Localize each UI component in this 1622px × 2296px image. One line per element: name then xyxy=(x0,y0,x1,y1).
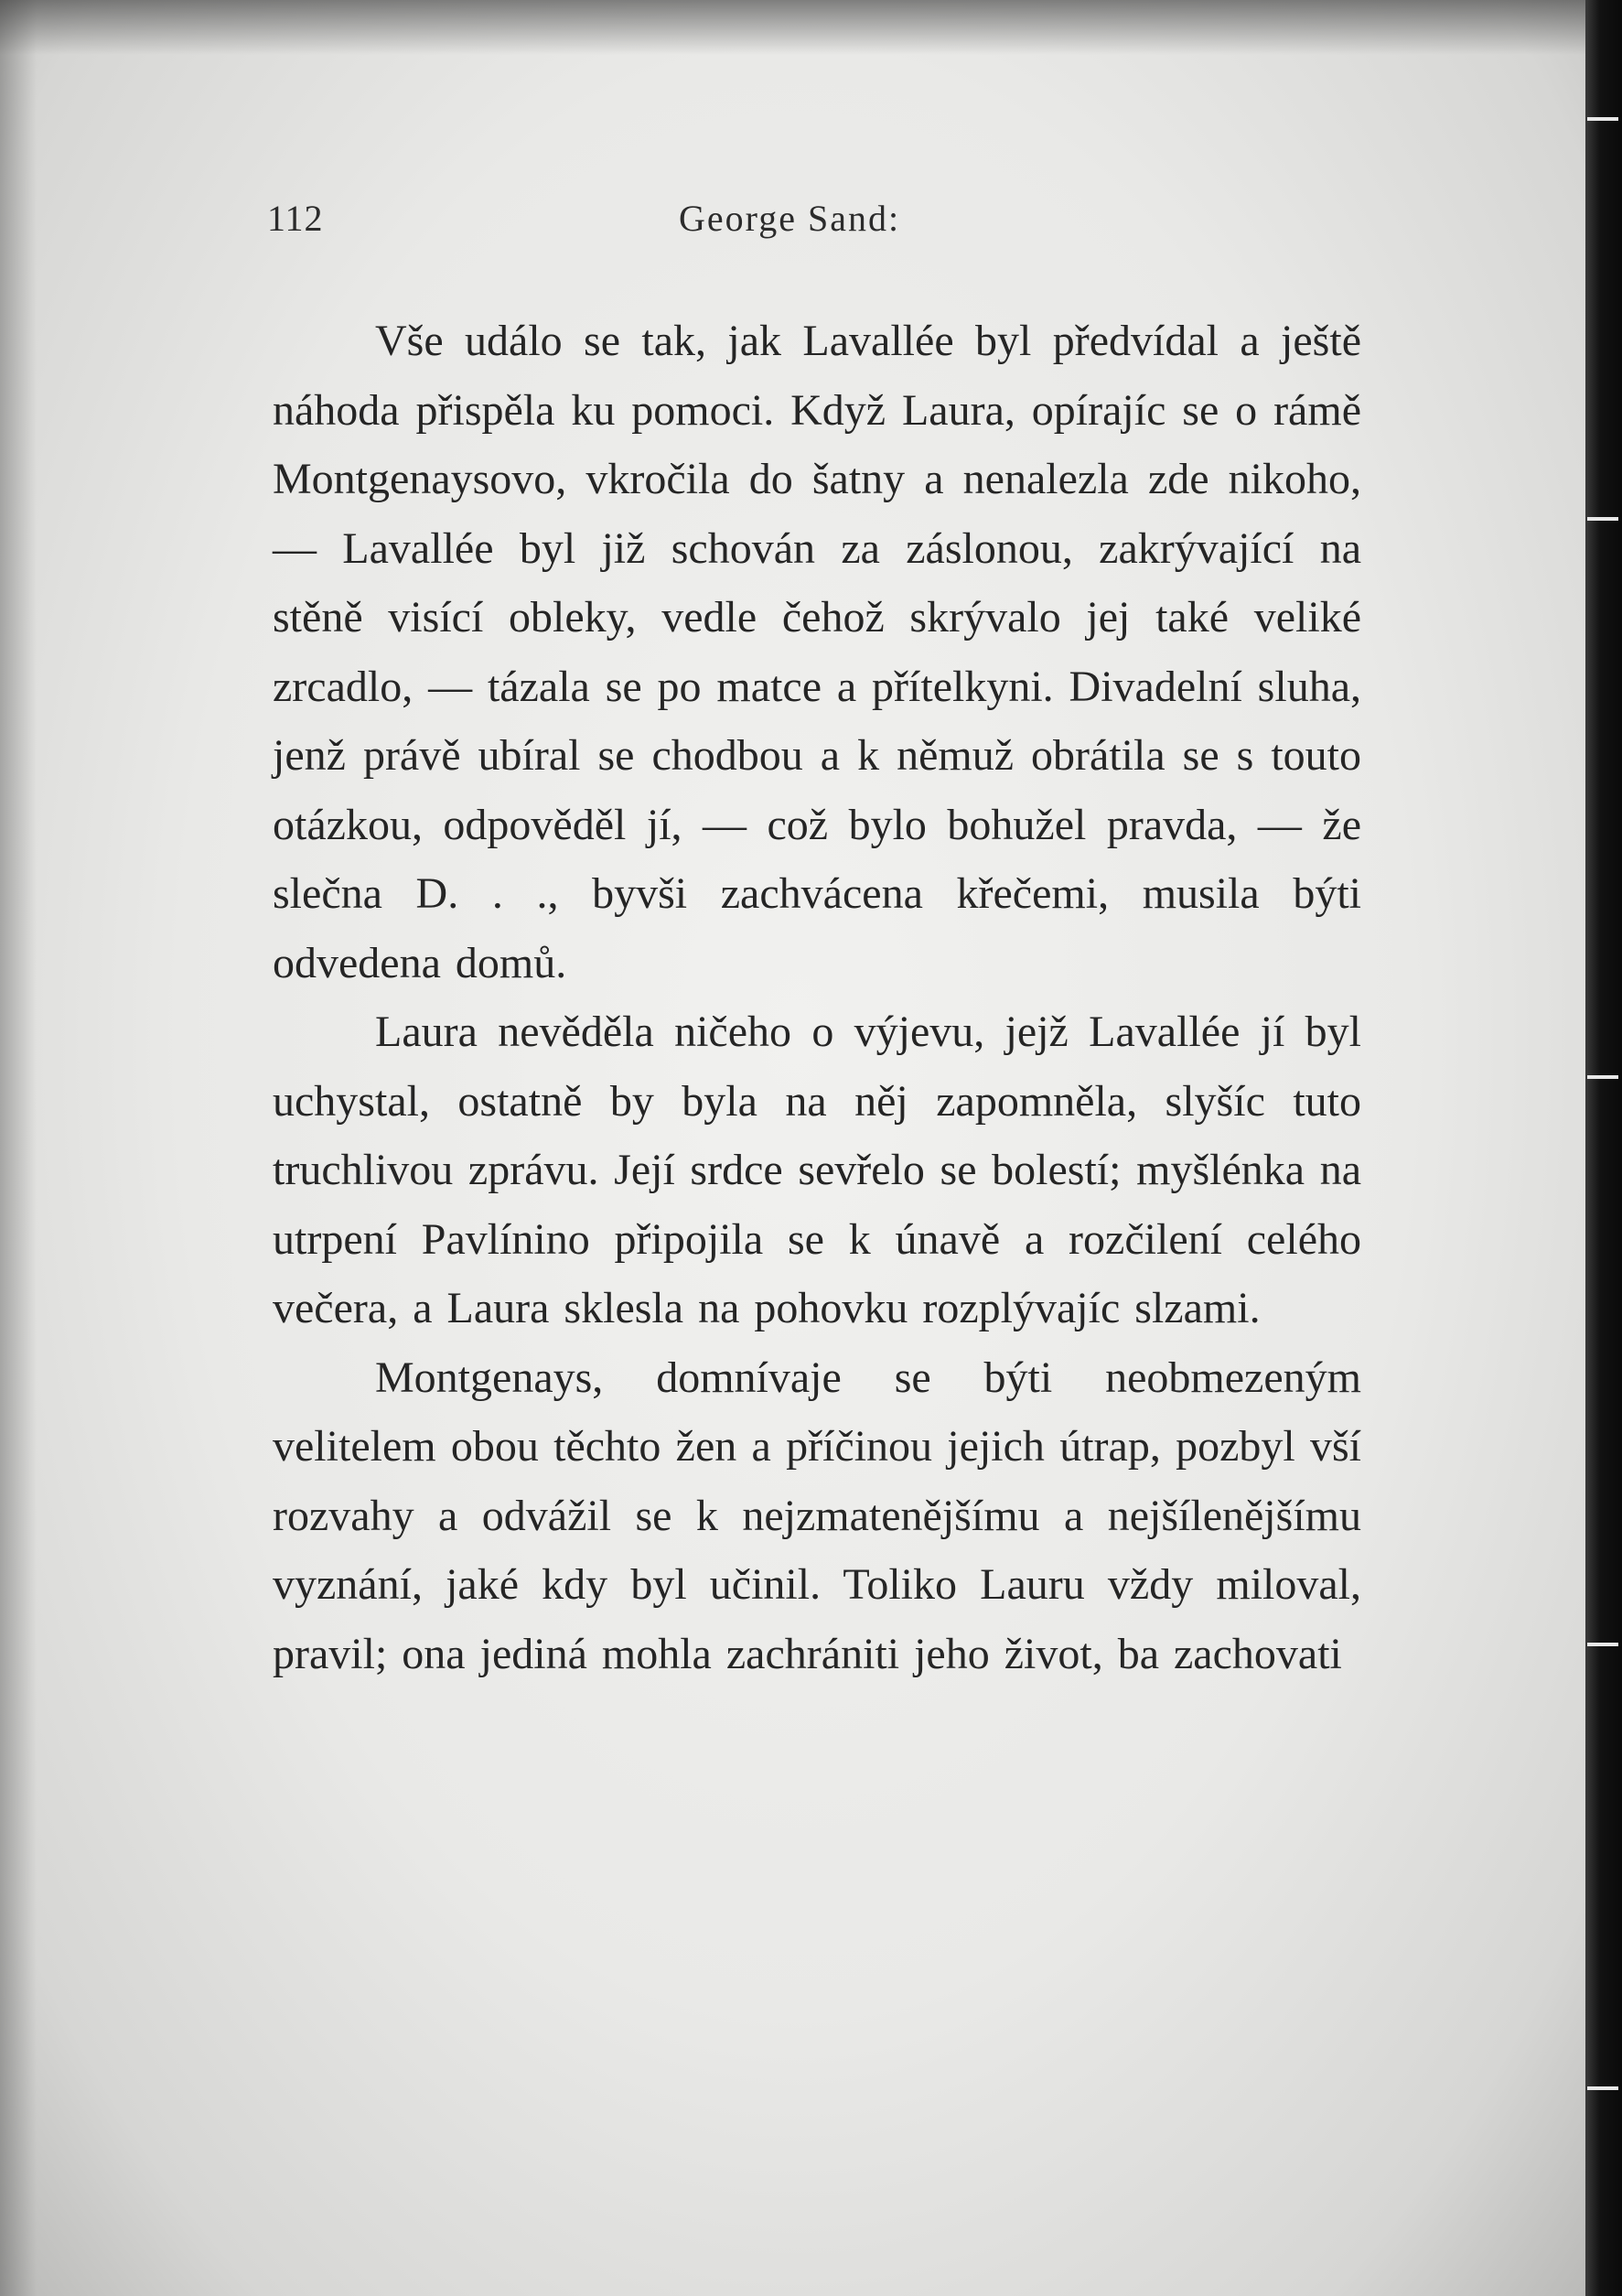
binding-edge xyxy=(1585,0,1622,2296)
binding-mark xyxy=(1587,117,1618,121)
paragraph-1: Vše událo se tak, jak Lavallée byl předvídal a ještě náhoda přispěla ku pomoci. Když Laura, opírajíc se o rámě Montgenaysovo, vkročila do šatny a nenalezla zde nikoho, — Lavallée byl již schován za záslonou, zakrývající na stěně visící obleky, vedle čehož skrývalo jej také veliké zrcadlo, — tázala se po matce a přítelkyni. Divadelní sluha, jenž právě ubíral se chodbou a k němuž obrátila se s touto otázkou, odpověděl jí, — což bylo bohužel pravda, — že slečna D. . ., byvši zachvácena křečemi, musila býti odvedena domů. xyxy=(273,317,1361,987)
body-text xyxy=(273,307,1361,1688)
binding-mark xyxy=(1587,2086,1618,2090)
paragraph-2: Laura nevěděla ničeho o výjevu, jejž Lavallée jí byl uchystal, ostatně by byla na něj zapomněla, slyšíc tuto truchlivou zprávu. Její srdce sevřelo se bolestí; myšlénka na utrpení Pavlínino připojila se k únavě a rozčilení celého večera, a Laura sklesla na pohovku rozplývajíc slzami. xyxy=(273,1008,1361,1332)
binding-mark xyxy=(1587,1075,1618,1079)
binding-mark xyxy=(1587,517,1618,521)
binding-mark xyxy=(1587,1643,1618,1646)
paragraph-3: Montgenays, domnívaje se býti neobmezeným velitelem obou těchto žen a příčinou jejich útrap, pozbyl vší rozvahy a odvážil se k nejzmatenějšímu a nejšílenějšímu vyznání, jaké kdy byl učinil. Toliko Lauru vždy miloval, pravil; ona jediná mohla zachrániti jeho život, ba zachovati xyxy=(273,1353,1361,1678)
running-head: George Sand: xyxy=(679,198,901,239)
page-number: 112 xyxy=(267,198,324,239)
page-header xyxy=(0,197,1592,243)
